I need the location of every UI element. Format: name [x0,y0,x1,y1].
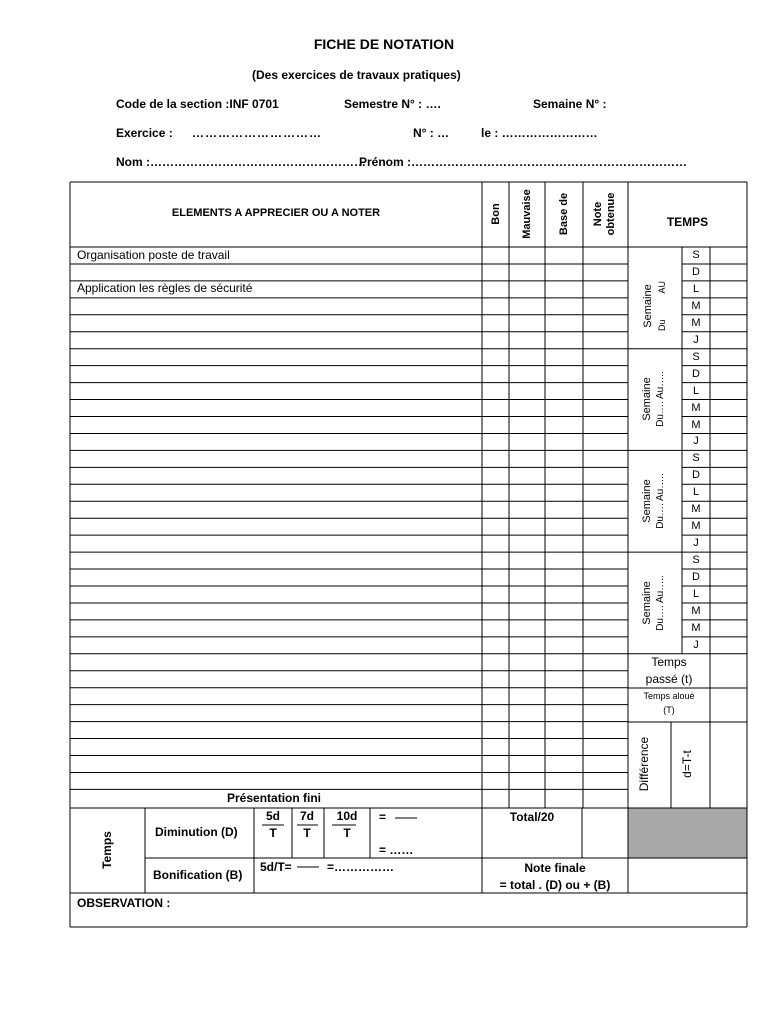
day-letter: S [692,452,700,465]
fraction-10d: 10d [336,809,358,823]
day-letter: M [691,316,701,329]
week-1-to: AU [657,280,667,294]
col-bon: Bon [490,203,502,225]
week-4-label [640,575,668,631]
day-letter: M [691,503,701,516]
fraction-7d: 7d [299,809,314,823]
week-3-label [640,473,668,529]
presentation-label: Présentation fini [227,791,322,805]
temps-header: TEMPS [666,215,709,229]
page-title: FICHE DE NOTATION [313,36,455,52]
equals-line: = [379,810,387,824]
fraction-5d: 5d [265,809,280,823]
week-4-range: Du…. Au….. [655,575,666,631]
day-letter: M [691,520,701,533]
semaine-field: Semaine N° : [533,97,607,111]
row-securite: Application les règles de sécurité [77,281,253,295]
total-label: Total/20 [509,810,555,824]
temps-vertical-label: Temps [100,831,114,869]
code-section: Code de la section :INF 0701 [116,97,279,111]
day-letter: J [693,435,699,448]
numero-field: N° : … [413,126,450,140]
fraction-5d-denominator: T [269,826,277,840]
week-2-range: Du…. Au….. [655,371,666,427]
day-letter: S [692,249,700,261]
day-letter: M [691,418,701,431]
temps-alloue: Temps aloué (T) [643,691,695,715]
week-1-range [655,281,669,331]
formula-d: d=T-t [680,750,694,778]
day-letter: J [693,333,699,346]
week-2-title: Semaine [641,377,653,421]
elements-header: ELEMENTS A APPRECIER OU A NOTER [171,207,381,219]
page-subtitle: (Des exercices de travaux pratiques) [252,68,461,82]
day-letter: D [692,367,700,380]
date-field: le : …………………… [481,126,598,140]
day-letter: M [691,621,701,634]
day-letter: S [692,554,700,567]
week-3-range: Du…. Au….. [655,473,666,529]
equals-dots: = …… [379,843,414,857]
week-1-title: Semaine [642,284,654,328]
exercice-dots: ………………………… [192,126,322,140]
col-base: Base de [558,192,570,236]
bonification-formula: 5d/T= [260,860,292,874]
day-letter: J [693,638,699,651]
temps-passe: Temps passé (t) [645,655,693,686]
week-1-from: Du [657,319,667,332]
diminution-label: Diminution (D) [155,825,238,839]
day-letter: L [692,384,700,397]
day-letter: S [692,350,700,363]
day-letter: D [692,469,700,482]
prenom-field: Prénom :…………………………………………………………… [359,155,688,169]
note-finale-label: Note finale = total . (D) ou + (B) [499,861,611,892]
day-letter: M [691,604,701,617]
week-4-title: Semaine [641,581,653,625]
day-letter: L [692,282,700,295]
difference-label: Différence [637,736,651,792]
row-organisation: Organisation poste de travail [77,248,230,262]
observation-label: OBSERVATION : [77,896,171,910]
fraction-10d-denominator: T [343,826,351,840]
day-letter: M [691,401,701,414]
bonification-result: =…………… [327,860,395,874]
col-mauvaise: Mauvaise [521,189,533,239]
day-letter: J [693,537,699,550]
day-letter: M [691,299,701,312]
week-3-title: Semaine [641,479,653,523]
nom-field: Nom :……………………………………………… [116,155,366,169]
shaded-cell [628,808,747,858]
week-1-label [641,281,669,331]
exercice-label: Exercice : [116,126,173,140]
col-note-obtenue: Note obtenue [592,192,617,236]
day-letter: L [692,486,700,499]
day-letter: D [692,571,700,584]
day-letter: D [692,265,700,278]
bonification-label: Bonification (B) [153,868,243,882]
fraction-7d-denominator: T [303,826,311,840]
day-letter: L [692,588,700,600]
semestre-field: Semestre N° : …. [344,97,441,111]
week-2-label [640,371,668,427]
